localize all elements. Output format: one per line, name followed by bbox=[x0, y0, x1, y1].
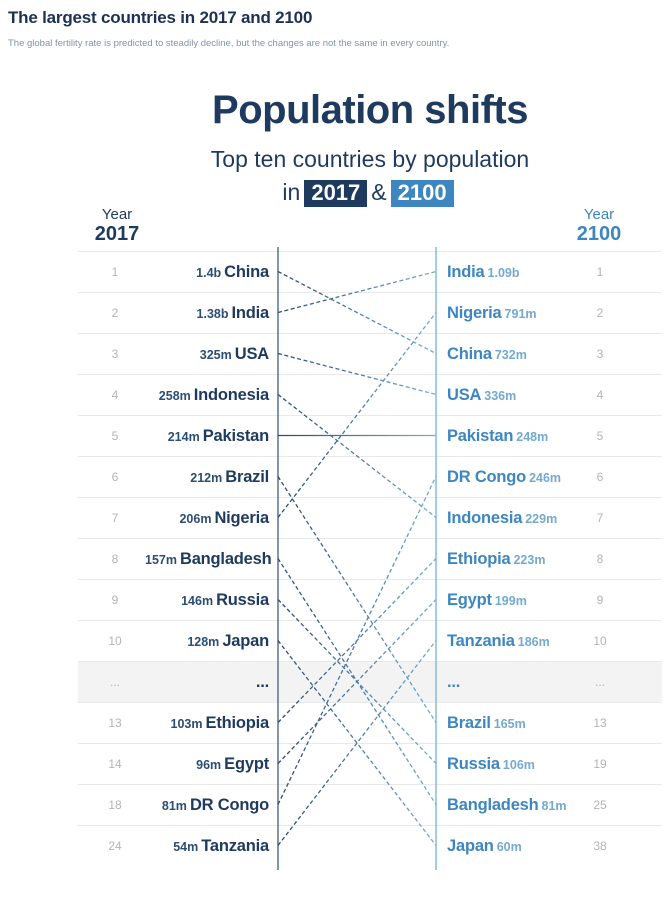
chart-year-chips bbox=[78, 179, 662, 207]
population-2017: 206m bbox=[179, 511, 212, 526]
rank-2100: 4 bbox=[596, 388, 604, 402]
population-2100: 336m bbox=[484, 388, 517, 403]
country-entry-2100 bbox=[437, 673, 575, 692]
slope-line-brazil bbox=[278, 477, 436, 723]
population-2017: 325m bbox=[199, 347, 232, 362]
rank-2017: 14 bbox=[108, 757, 122, 771]
slope-line-dr-congo bbox=[278, 477, 436, 805]
chart-rows bbox=[78, 251, 662, 866]
rank-2100: 5 bbox=[596, 429, 604, 443]
rank-2100: 3 bbox=[596, 347, 604, 361]
country-name-2017: Brazil bbox=[225, 467, 269, 486]
population-2017: 258m bbox=[158, 388, 191, 403]
rank-2017: 2 bbox=[111, 306, 119, 320]
country-name-2017: Indonesia bbox=[193, 385, 269, 404]
population-2017: 1.4b bbox=[196, 265, 222, 280]
country-name-2017: Pakistan bbox=[202, 426, 269, 445]
country-entry-2017 bbox=[145, 427, 277, 446]
country-entry-2017 bbox=[145, 263, 277, 282]
axis-header-2017-year: 2017 bbox=[94, 223, 140, 246]
population-2100: 791m bbox=[504, 306, 537, 321]
population-2017: 103m bbox=[170, 716, 203, 731]
country-entry-2017 bbox=[145, 550, 277, 569]
axis-header-2100-label: Year bbox=[583, 206, 615, 223]
population-2017: 146m bbox=[181, 593, 214, 608]
country-entry-2100 bbox=[437, 591, 575, 610]
rank-2017: 24 bbox=[108, 839, 122, 853]
rank-2100: 1 bbox=[596, 265, 604, 279]
population-2017: 96m bbox=[196, 757, 222, 772]
country-name-2017: India bbox=[231, 303, 269, 322]
country-entry-2017 bbox=[145, 673, 277, 692]
country-name-2100: Ethiopia bbox=[447, 549, 511, 568]
country-entry-2017 bbox=[145, 304, 277, 323]
country-name-2017: China bbox=[224, 262, 269, 281]
population-2100: 60m bbox=[496, 839, 522, 854]
country-name-2017: Russia bbox=[216, 590, 269, 609]
population-2100: 1.09b bbox=[487, 265, 520, 280]
country-name-2100: DR Congo bbox=[447, 467, 527, 486]
country-name-2017: Ethiopia bbox=[205, 713, 269, 732]
rank-2017: 5 bbox=[111, 429, 119, 443]
country-entry-2100 bbox=[437, 755, 575, 774]
rank-2100: 13 bbox=[593, 716, 607, 730]
year-chip-2017: 2017 bbox=[304, 180, 367, 207]
country-entry-2017 bbox=[145, 837, 277, 856]
population-2017: 81m bbox=[161, 798, 187, 813]
country-name-2017: Japan bbox=[222, 631, 269, 650]
country-name-2017: DR Congo bbox=[189, 795, 269, 814]
country-name-2017: Egypt bbox=[224, 754, 269, 773]
country-entry-2017 bbox=[145, 591, 277, 610]
country-entry-2100 bbox=[437, 714, 575, 733]
country-name-2017: Nigeria bbox=[214, 508, 269, 527]
country-entry-2017 bbox=[145, 386, 277, 405]
country-name-2100: ... bbox=[447, 672, 461, 691]
rank-2100: 38 bbox=[593, 839, 607, 853]
in-word: in bbox=[282, 179, 301, 205]
country-entry-2017 bbox=[145, 509, 277, 528]
rank-2100: 10 bbox=[593, 634, 607, 648]
population-2100: 246m bbox=[529, 470, 562, 485]
rank-2100: 9 bbox=[596, 593, 604, 607]
rank-2017: 9 bbox=[111, 593, 119, 607]
page-subhead: The global fertility rate is predicted to steadily decline, but the changes are not the same in every country. bbox=[8, 38, 450, 49]
country-name-2100: Egypt bbox=[447, 590, 492, 609]
country-name-2100: Indonesia bbox=[447, 508, 523, 527]
country-name-2100: Brazil bbox=[447, 713, 491, 732]
slope-line-nigeria bbox=[278, 313, 436, 518]
chart-subtitle: Top ten countries by population bbox=[210, 146, 530, 172]
year-chip-2100: 2100 bbox=[391, 180, 454, 207]
country-name-2100: Bangladesh bbox=[447, 795, 539, 814]
slope-lines-svg bbox=[277, 247, 437, 870]
population-2100: 229m bbox=[525, 511, 558, 526]
country-name-2100: USA bbox=[447, 385, 482, 404]
population-2100: 223m bbox=[513, 552, 546, 567]
country-name-2017: Tanzania bbox=[201, 836, 269, 855]
rank-2100: 2 bbox=[596, 306, 604, 320]
country-name-2100: Nigeria bbox=[447, 303, 502, 322]
country-name-2100: Japan bbox=[447, 836, 494, 855]
slope-line-usa bbox=[278, 354, 436, 395]
country-entry-2017 bbox=[145, 345, 277, 364]
country-entry-2017 bbox=[145, 714, 277, 733]
rank-2100: 8 bbox=[596, 552, 604, 566]
axis-header-2017-label: Year bbox=[101, 206, 133, 223]
country-name-2100: India bbox=[447, 262, 485, 281]
country-entry-2100 bbox=[437, 468, 575, 487]
population-2100: 81m bbox=[541, 798, 567, 813]
population-2100: 165m bbox=[493, 716, 526, 731]
country-name-2017: USA bbox=[234, 344, 269, 363]
rank-2017: 18 bbox=[108, 798, 122, 812]
country-entry-2100 bbox=[437, 304, 575, 323]
rank-2100: ... bbox=[594, 675, 605, 689]
rank-2017: 4 bbox=[111, 388, 119, 402]
slope-line-india bbox=[278, 272, 436, 313]
country-name-2100: Tanzania bbox=[447, 631, 515, 650]
page-headline: The largest countries in 2017 and 2100 bbox=[8, 8, 313, 27]
population-2100: 199m bbox=[494, 593, 527, 608]
population-2017: 214m bbox=[167, 429, 200, 444]
axis-header-2017 bbox=[85, 206, 149, 246]
rank-2100: 19 bbox=[593, 757, 607, 771]
country-entry-2100 bbox=[437, 632, 575, 651]
country-entry-2100 bbox=[437, 427, 575, 446]
country-entry-2017 bbox=[145, 468, 277, 487]
population-2100: 732m bbox=[494, 347, 527, 362]
population-2017: 157m bbox=[145, 552, 177, 567]
axis-header-2100-year: 2100 bbox=[576, 223, 622, 246]
population-2100: 186m bbox=[517, 634, 550, 649]
axis-header-2100 bbox=[568, 206, 630, 246]
slope-line-indonesia bbox=[278, 395, 436, 518]
population-2017: 54m bbox=[173, 839, 199, 854]
country-entry-2100 bbox=[437, 509, 575, 528]
rank-2100: 7 bbox=[596, 511, 604, 525]
rank-2100: 25 bbox=[593, 798, 607, 812]
country-entry-2017 bbox=[145, 796, 277, 815]
population-2017: 212m bbox=[190, 470, 223, 485]
country-name-2100: Pakistan bbox=[447, 426, 514, 445]
country-entry-2100 bbox=[437, 263, 575, 282]
country-entry-2100 bbox=[437, 796, 575, 815]
rank-2017: ... bbox=[109, 675, 120, 689]
country-entry-2100 bbox=[437, 345, 575, 364]
country-name-2017: Bangladesh bbox=[179, 549, 272, 568]
country-entry-2100 bbox=[437, 550, 575, 569]
country-name-2100: China bbox=[447, 344, 492, 363]
rank-2017: 8 bbox=[111, 552, 119, 566]
country-entry-2017 bbox=[145, 755, 277, 774]
population-2017: 128m bbox=[187, 634, 220, 649]
population-2100: 106m bbox=[502, 757, 535, 772]
chart-title: Population shifts bbox=[212, 88, 528, 132]
rank-2017: 10 bbox=[108, 634, 122, 648]
slope-line-china bbox=[278, 272, 436, 354]
rank-2017: 1 bbox=[111, 265, 119, 279]
country-entry-2100 bbox=[437, 837, 575, 856]
country-entry-2017 bbox=[145, 632, 277, 651]
ampersand: & bbox=[371, 179, 387, 205]
country-name-2100: Russia bbox=[447, 754, 500, 773]
population-2100: 248m bbox=[516, 429, 549, 444]
rank-2100: 6 bbox=[596, 470, 604, 484]
population-2017: 1.38b bbox=[196, 306, 229, 321]
rank-2017: 13 bbox=[108, 716, 122, 730]
rank-2017: 7 bbox=[111, 511, 119, 525]
country-name-2017: ... bbox=[255, 672, 269, 691]
rank-2017: 6 bbox=[111, 470, 119, 484]
rank-2017: 3 bbox=[111, 347, 119, 361]
country-entry-2100 bbox=[437, 386, 575, 405]
